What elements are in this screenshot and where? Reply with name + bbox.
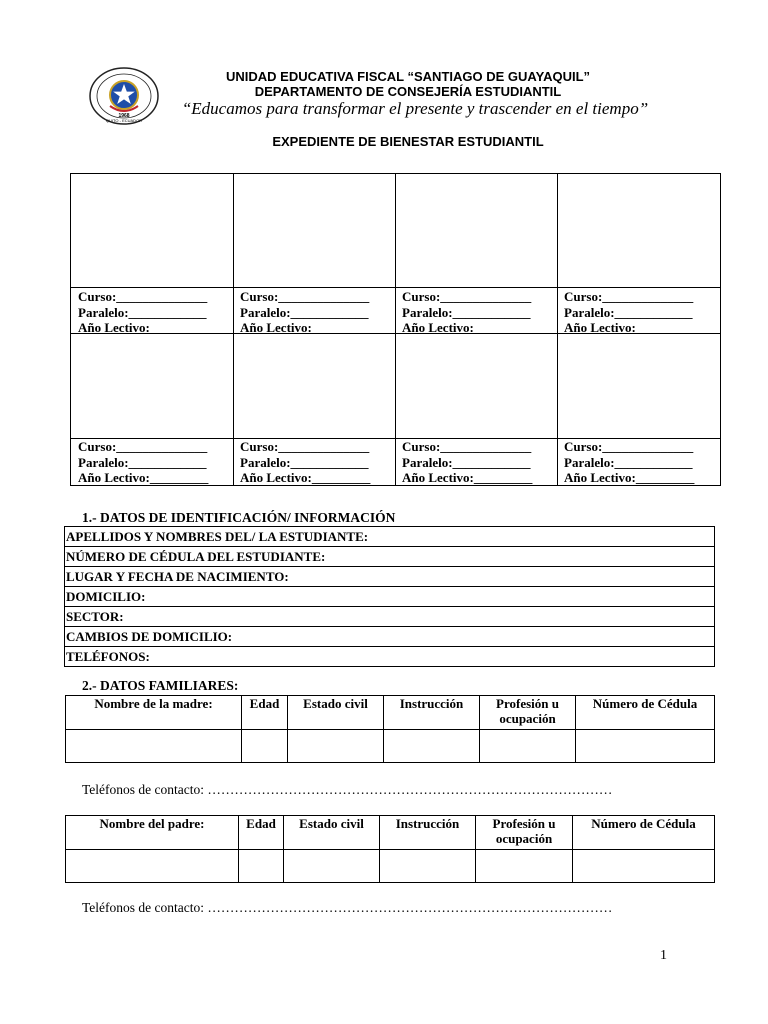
logo-year: 1968	[118, 113, 130, 119]
anio-lectivo-label: Año Lectivo:_________	[402, 320, 533, 335]
header-nombre-madre: Nombre de la madre:	[66, 696, 242, 730]
anio-lectivo-label: Año Lectivo:_________	[564, 320, 695, 335]
section2-title: 2.- DATOS FAMILIARES:	[82, 678, 239, 693]
section1-title: 1.- DATOS DE IDENTIFICACIÓN/ INFORMACIÓN	[82, 510, 396, 525]
paralelo-label: Paralelo:____________	[240, 304, 369, 320]
paralelo-label: Paralelo:____________	[564, 454, 693, 470]
curso-label: Curso:______________	[564, 289, 694, 304]
cell-profesion[interactable]	[480, 730, 576, 763]
father-header-row	[66, 816, 715, 850]
paralelo-label: Paralelo:____________	[240, 454, 369, 470]
photo-label-block	[78, 289, 208, 336]
cell-numero-cedula[interactable]	[573, 850, 715, 883]
school-motto: “Educamos para transformar el presente y trascender en el tiempo”	[181, 99, 649, 118]
anio-lectivo-label: Año Lectivo:_________	[78, 320, 209, 335]
header-numero-cedula: Número de Cédula	[576, 696, 715, 730]
father-contact-line	[82, 900, 612, 916]
cell-estado-civil[interactable]	[284, 850, 380, 883]
contact-label: Teléfonos de contacto:	[82, 900, 205, 915]
header-edad: Edad	[239, 816, 284, 850]
contact-dots[interactable]: ………………………………………………………………………………	[207, 900, 613, 915]
mother-contact-line	[82, 782, 612, 798]
field-cedula-estudiante[interactable]: NÚMERO DE CÉDULA DEL ESTUDIANTE:	[65, 547, 714, 567]
curso-label: Curso:______________	[78, 289, 208, 304]
paralelo-label: Paralelo:____________	[564, 304, 693, 320]
document-title: EXPEDIENTE DE BIENESTAR ESTUDIANTIL	[272, 134, 544, 149]
header-estado-civil: Estado civil	[284, 816, 380, 850]
field-sector[interactable]: SECTOR:	[65, 607, 714, 627]
mother-data-row	[66, 730, 715, 763]
photo-label-block	[240, 289, 370, 336]
photo-label-block	[402, 439, 532, 486]
cell-instruccion[interactable]	[380, 850, 476, 883]
curso-label: Curso:______________	[240, 439, 370, 454]
header-nombre-padre: Nombre del padre:	[66, 816, 239, 850]
mother-table	[65, 695, 715, 763]
header-instruccion: Instrucción	[380, 816, 476, 850]
cell-profesion[interactable]	[476, 850, 573, 883]
logo-place: QUITO - ECUADOR	[105, 118, 143, 123]
header-edad: Edad	[242, 696, 288, 730]
cell-numero-cedula[interactable]	[576, 730, 715, 763]
photo-label-block	[78, 439, 208, 486]
cell-nombre-madre[interactable]	[66, 730, 242, 763]
cell-instruccion[interactable]	[384, 730, 480, 763]
field-cambios-domicilio[interactable]: CAMBIOS DE DOMICILIO:	[65, 627, 714, 647]
field-apellidos-nombres[interactable]: APELLIDOS Y NOMBRES DEL/ LA ESTUDIANTE:	[65, 527, 714, 547]
header-numero-cedula: Número de Cédula	[573, 816, 715, 850]
header-instruccion: Instrucción	[384, 696, 480, 730]
curso-label: Curso:______________	[402, 289, 532, 304]
cell-nombre-padre[interactable]	[66, 850, 239, 883]
field-lugar-fecha-nacimiento[interactable]: LUGAR Y FECHA DE NACIMIENTO:	[65, 567, 714, 587]
field-domicilio[interactable]: DOMICILIO:	[65, 587, 714, 607]
photo-label-block	[564, 439, 694, 486]
photo-grid	[70, 173, 721, 486]
page-number: 1	[660, 948, 667, 963]
header-estado-civil: Estado civil	[288, 696, 384, 730]
cell-edad[interactable]	[239, 850, 284, 883]
paralelo-label: Paralelo:____________	[78, 454, 207, 470]
paralelo-label: Paralelo:____________	[402, 304, 531, 320]
cell-edad[interactable]	[242, 730, 288, 763]
mother-header-row	[66, 696, 715, 730]
grid-divider	[71, 287, 720, 288]
contact-dots[interactable]: ………………………………………………………………………………	[207, 782, 613, 797]
anio-lectivo-label: Año Lectivo:_________	[78, 470, 209, 485]
paralelo-label: Paralelo:____________	[402, 454, 531, 470]
curso-label: Curso:______________	[240, 289, 370, 304]
department-name: DEPARTAMENTO DE CONSEJERÍA ESTUDIANTIL	[254, 84, 562, 99]
photo-label-block	[402, 289, 532, 336]
cell-estado-civil[interactable]	[288, 730, 384, 763]
identification-table	[64, 526, 715, 667]
curso-label: Curso:______________	[402, 439, 532, 454]
field-telefonos[interactable]: TELÉFONOS:	[66, 649, 150, 664]
photo-label-block	[564, 289, 694, 336]
curso-label: Curso:______________	[78, 439, 208, 454]
father-table	[65, 815, 715, 883]
paralelo-label: Paralelo:____________	[78, 304, 207, 320]
curso-label: Curso:______________	[564, 439, 694, 454]
father-data-row	[66, 850, 715, 883]
school-name: UNIDAD EDUCATIVA FISCAL “SANTIAGO DE GUAYAQUIL”	[225, 69, 591, 84]
anio-lectivo-label: Año Lectivo:_________	[240, 320, 371, 335]
anio-lectivo-label: Año Lectivo:_________	[402, 470, 533, 485]
header-profesion: Profesión u ocupación	[480, 696, 576, 730]
anio-lectivo-label: Año Lectivo:_________	[564, 470, 695, 485]
anio-lectivo-label: Año Lectivo:_________	[240, 470, 371, 485]
photo-label-block	[240, 439, 370, 486]
contact-label: Teléfonos de contacto:	[82, 782, 205, 797]
header-profesion: Profesión u ocupación	[476, 816, 573, 850]
